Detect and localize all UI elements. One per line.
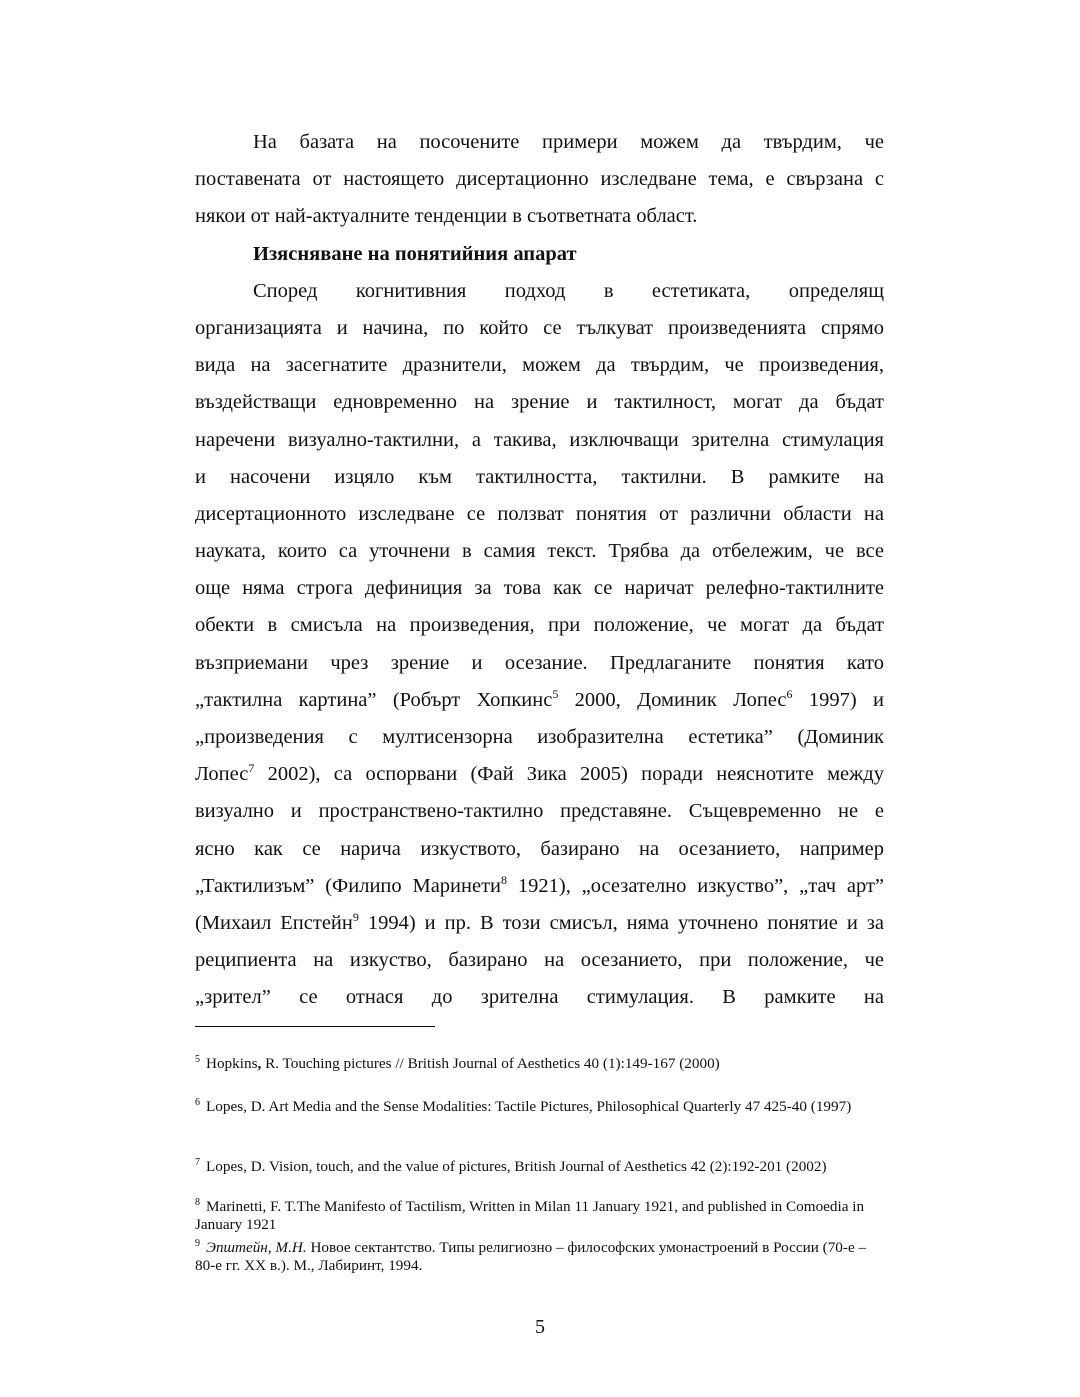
paragraph-2-line-1: Според когнитивния подход в естетиката, определящ [253, 279, 884, 302]
footnote-6-number: 6 [195, 1097, 200, 1108]
footnote-6 [195, 1098, 885, 1116]
section-heading: Изясняване на понятийния апарат [253, 242, 577, 265]
footnote-8-text: Marinetti, F. T.The Manifesto of Tactilism, Written in Milan 11 January 1921, and published in Comoedia in January 1921 [195, 1198, 865, 1233]
footnote-5-author: Hopkins [206, 1055, 258, 1072]
footnote-5-comma: , [257, 1055, 262, 1072]
paragraph-2-line-16: ясно как се нарича изкуството, базирано на осезанието, например [195, 837, 884, 860]
footnote-ref-7[interactable]: 7 [248, 761, 255, 776]
paragraph-2-line-10: обекти в смисъла на произведения, при положение, че могат да бъдат [195, 614, 884, 637]
line-12-part-a: „тактилна картина” (Робърт Хопкинс [195, 688, 553, 711]
footnote-9-text: Новое сектантство. Типы религиозно – философских умонастроений в России (70-е – 80-е гг. XX в.). М., Лабиринт, 1994. [195, 1239, 867, 1274]
line-12-part-c: 1997) и [792, 688, 884, 711]
footnote-8-number: 8 [195, 1197, 200, 1208]
footnote-ref-8[interactable]: 8 [501, 872, 508, 887]
page-number: 5 [535, 1316, 545, 1338]
paragraph-1-line-1: На базата на посочените примери можем да твърдим, че [253, 131, 884, 153]
paragraph-2-line-4: въздействащи едновременно на зрение и тактилност, могат да бъдат [195, 391, 884, 414]
footnote-ref-5[interactable]: 5 [552, 686, 559, 701]
main-text [195, 124, 884, 1017]
paragraph-2-line-17 [195, 868, 884, 905]
line-18-part-b: 1994) и пр. В този смисъл, няма уточнено понятие и за [358, 911, 885, 934]
paragraph-2-line-7: дисертационното изследване се ползват понятия от различни области на [195, 502, 884, 525]
paragraph-2-line-11: възприемани чрез зрение и осезание. Предлаганите понятия като [195, 651, 884, 674]
footnote-5 [195, 1055, 720, 1073]
footnote-5-text: R. Touching pictures // British Journal of Aesthetics 40 (1):149-167 (2000) [261, 1055, 720, 1072]
line-17-part-b: 1921), „осезателно изкуство”, „тач арт” [507, 874, 885, 897]
paragraph-2-line-14 [195, 756, 884, 793]
paragraph-2-line-8: науката, които са уточнени в самия текст. Трябва да отбележим, че все [195, 540, 884, 563]
paragraph-1-line-3: някои от най-актуалните тенденции в съответната област. [195, 205, 698, 228]
footnote-ref-6[interactable]: 6 [786, 686, 793, 701]
paragraph-2-line-9: още няма строга дефиниция за това как се наричат релефно-тактилните [195, 577, 884, 600]
line-14-part-a: Лопес [195, 763, 249, 786]
line-12-part-b: 2000, Доминик Лопес [558, 688, 787, 711]
paragraph-2-line-12 [195, 682, 884, 719]
paragraph-2-line-3: вида на засегнатите дразнители, можем да твърдим, че произведения, [195, 354, 884, 377]
footnote-7-number: 7 [195, 1157, 200, 1168]
line-17-part-a: „Тактилизъм” (Филипо Маринети [195, 874, 502, 897]
paragraph-2-line-6: и насочени изцяло към тактилността, тактилни. В рамките на [195, 465, 884, 488]
paragraph-2-line-13: „произведения с мултисензорна изобразителна естетика” (Доминик [195, 726, 884, 748]
paragraph-1-line-2: поставената от настоящето дисертационно изследване тема, е свързана с [195, 168, 884, 191]
paragraph-2-line-20: „зрител” се отнася до зрителна стимулация. В рамките на [195, 986, 884, 1009]
footnote-5-number: 5 [195, 1054, 200, 1065]
line-18-part-a: (Михаил Епстейн [195, 911, 353, 934]
footnote-9-author: Эпштейн, М.Н. [206, 1239, 307, 1256]
footnote-7-text: Lopes, D. Vision, touch, and the value of pictures, British Journal of Aesthetics 42 (2):192-201 (2002) [206, 1158, 827, 1175]
footnote-separator [195, 1026, 435, 1027]
footnote-9 [195, 1239, 885, 1275]
footnote-9-number: 9 [195, 1238, 200, 1249]
paragraph-2-line-15: визуално и пространствено-тактилно представяне. Същевременно не е [195, 800, 884, 823]
line-14-part-b: 2002), са оспорвани (Фай Зика 2005) поради неяснотите между [254, 763, 884, 786]
footnote-8 [195, 1198, 885, 1234]
footnote-7 [195, 1158, 885, 1176]
paragraph-2-line-19: реципиента на изкуство, базирано на осезанието, при положение, че [195, 949, 884, 972]
paragraph-2-line-2: организацията и начина, по който се тълкуват произведенията спрямо [195, 316, 884, 339]
footnote-6-text: Lopes, D. Art Media and the Sense Modalities: Tactile Pictures, Philosophical Quarterly 47 425-40 (1997) [206, 1098, 852, 1115]
paragraph-2-line-18 [195, 905, 884, 942]
paragraph-2-line-5: наречени визуално-тактилни, а такива, изключващи зрителна стимулация [195, 428, 884, 451]
footnote-ref-9[interactable]: 9 [352, 909, 359, 924]
